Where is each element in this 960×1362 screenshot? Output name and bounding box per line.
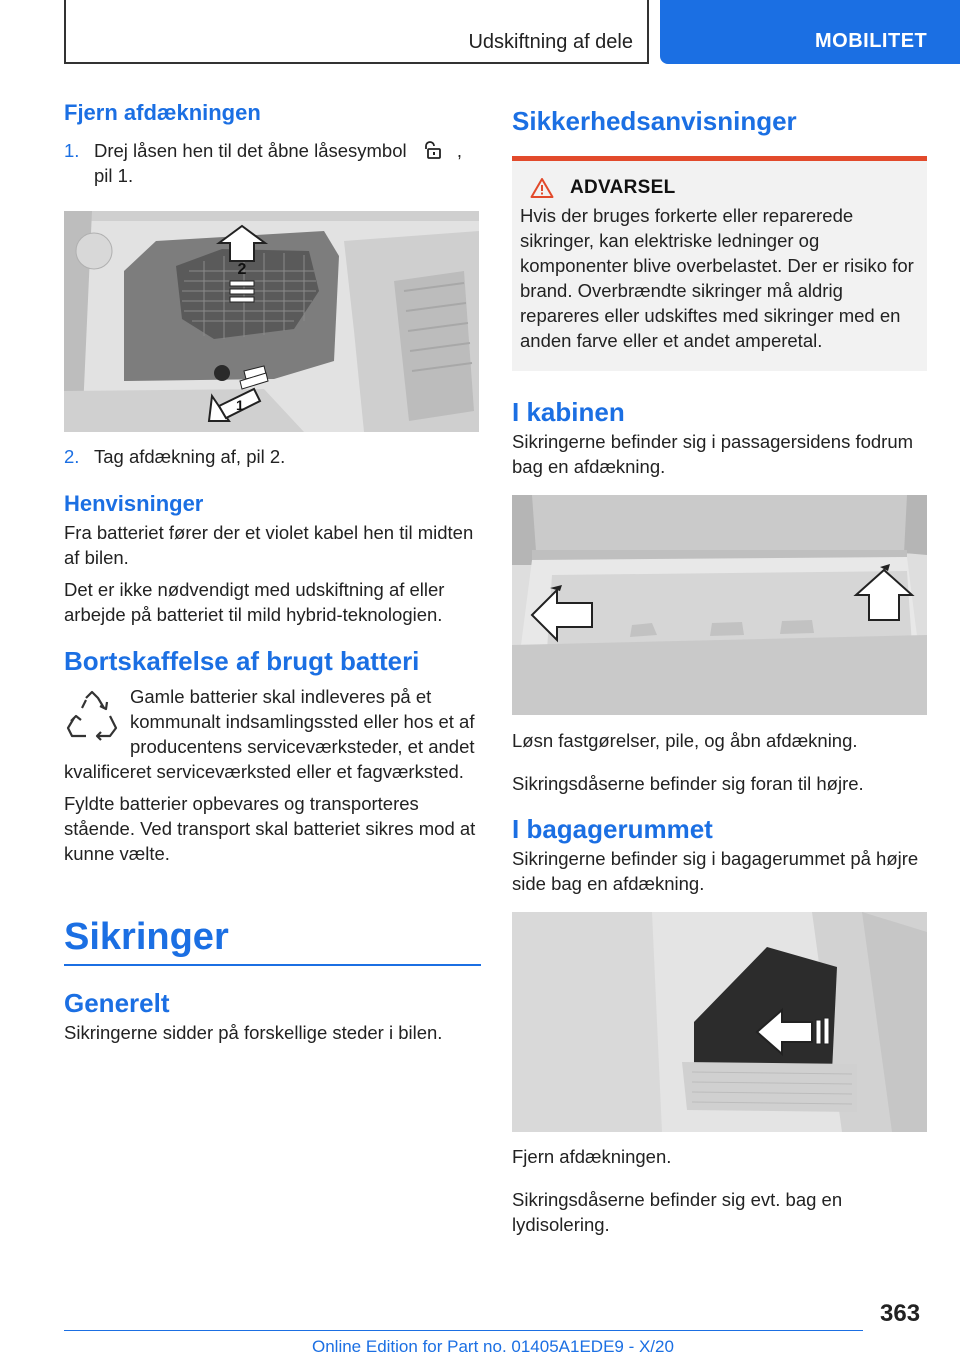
step-1-comma: , (456, 140, 463, 161)
general-heading: Generelt (64, 988, 170, 1018)
header-chapter-tab[interactable] (660, 0, 960, 64)
cabin-paragraph: Sikringerne befinder sig i passagersidens fodrum bag en afdækning. (512, 431, 914, 477)
cabin-paragraph-2: Sikringsdåserne befinder sig foran til højre. (512, 773, 864, 794)
chapter-heading: Sikringer (64, 916, 229, 958)
step-1-number: 1. (64, 140, 80, 161)
trunk-cover-photo (512, 912, 927, 1132)
trunk-caption: Fjern afdækningen. (512, 1146, 672, 1167)
disposal-paragraph-2: Fyldte batterier opbevares og transporteres stående. Ved transport skal batteriet sikres mod at kunne vælte. (64, 793, 476, 864)
warning-label: ADVARSEL (570, 177, 676, 198)
step-2-text: Tag afdækning af, pil 2. (94, 446, 286, 467)
step-1 (64, 138, 479, 188)
general-paragraph: Sikringerne sidder på forskellige steder i bilen. (64, 1022, 443, 1043)
safety-heading: Sikkerhedsanvisninger (512, 106, 797, 136)
arrow-label-2: 2 (237, 261, 247, 278)
step-2-number: 2. (64, 446, 80, 467)
header-section-box (64, 0, 649, 64)
disposal-paragraph-1: Gamle batterier skal indleveres på et kommunalt indsamlingssted eller hos et af producentens serviceværksteder, et andet kvalificeret serviceværksted eller et fagværksted. (64, 686, 475, 782)
right-column (512, 98, 927, 1237)
trunk-paragraph-2: Sikringsdåserne befinder sig evt. bag en lydisolering. (512, 1189, 843, 1235)
step-1-text: Drej låsen hen til det åbne låsesymbol (94, 140, 407, 161)
cabin-footwell-illustration (512, 495, 927, 715)
page-number: 363 (880, 1300, 921, 1327)
warning-box (512, 156, 927, 371)
footer-edition-text: Online Edition for Part no. 01405A1EDE9 - X/20 (312, 1337, 674, 1356)
trunk-heading: I bagagerummet (512, 814, 713, 844)
arrow-label-1: 1 (236, 397, 244, 413)
header-chapter-label: MOBILITET (815, 30, 928, 52)
disposal-block (64, 684, 479, 784)
battery-cover-illustration (64, 211, 479, 432)
trunk-paragraph: Sikringerne befinder sig i bagagerummet på højre side bag en afdækning. (512, 848, 919, 894)
notes-paragraph-1: Fra batteriet fører der et violet kabel hen til midten af bilen. (64, 522, 474, 568)
battery-cover-photo (64, 211, 479, 432)
cabin-heading: I kabinen (512, 397, 625, 427)
warning-text: Hvis der bruges forkerte eller reparerede sikringer, kan elektriske ledninger og komponenter blive overbelastet. Der er risiko for brand. Overbrændte sikringer må aldrig repareres eller udskiftes med sikringer med en anden farve eller et andet amperetal. (520, 205, 914, 351)
cabin-footwell-photo (512, 495, 927, 715)
notes-heading: Henvisninger (64, 491, 204, 516)
chapter-rule (64, 964, 481, 966)
step-1-arrow-ref: pil 1. (94, 165, 134, 186)
lock-open-icon (422, 141, 442, 159)
remove-cover-heading: Fjern afdækningen (64, 100, 261, 125)
left-column (64, 98, 479, 1045)
recycle-icon (64, 688, 120, 744)
step-2 (64, 444, 479, 469)
warning-header (530, 177, 919, 199)
disposal-heading: Bortskaffelse af brugt batteri (64, 646, 420, 676)
notes-paragraph-2: Det er ikke nødvendigt med udskiftning af eller arbejde på batteriet til mild hybrid-teknologien. (64, 579, 445, 625)
header-section-title: Udskiftning af dele (468, 31, 633, 53)
cabin-caption: Løsn fastgørelser, pile, og åbn afdækning. (512, 730, 858, 751)
footer-rule (64, 1330, 863, 1331)
warning-triangle-icon (530, 177, 554, 199)
trunk-cover-illustration (512, 912, 927, 1132)
